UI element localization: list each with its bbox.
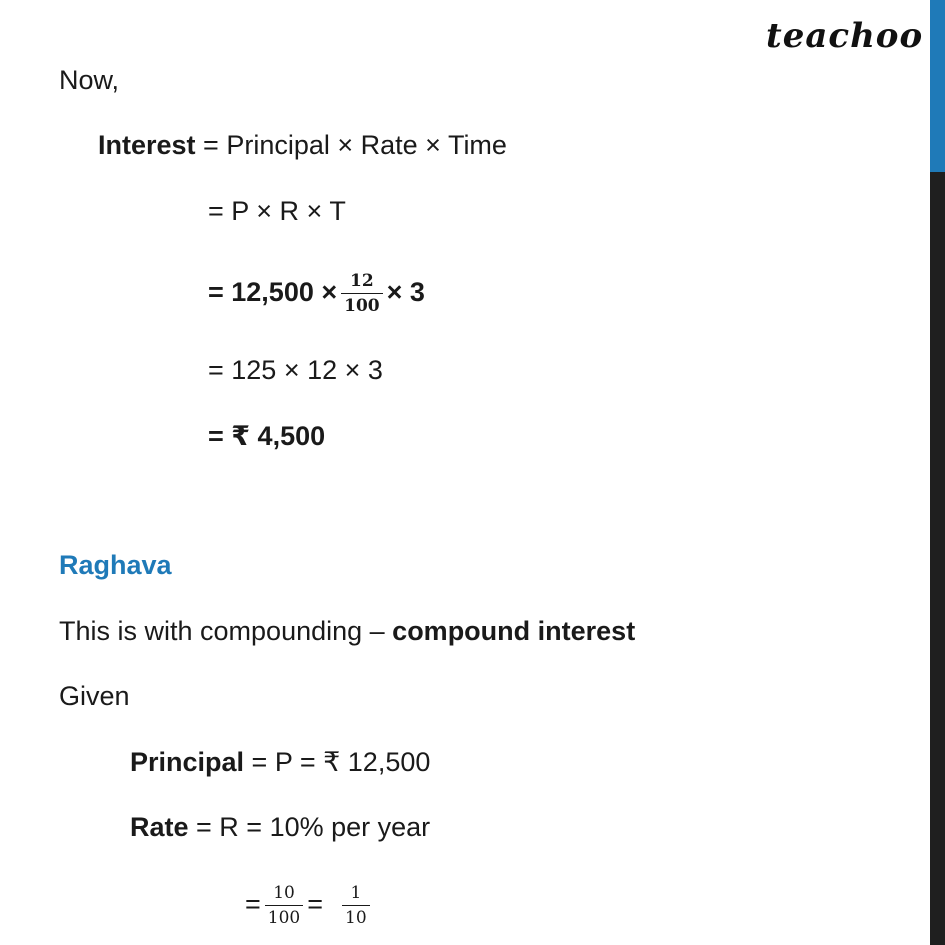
raghava-description-text: This is with compounding – bbox=[59, 616, 393, 646]
interest-label: Interest bbox=[98, 130, 196, 160]
rate-fraction-denominator: 100 bbox=[344, 296, 380, 317]
substitution-prefix: = 12,500 × bbox=[208, 277, 338, 307]
rate-fraction-2-denominator: 10 bbox=[345, 908, 367, 929]
substitution-suffix: × 3 bbox=[386, 277, 425, 307]
rate-fraction-line bbox=[245, 880, 374, 928]
raghava-heading: Raghava bbox=[59, 550, 172, 580]
rate-fraction-ten-hundred bbox=[265, 883, 303, 928]
principal-label: Principal bbox=[130, 747, 245, 777]
given-label: Given bbox=[59, 681, 130, 711]
teachoo-logo: teachoo bbox=[766, 16, 924, 56]
rate-equals-1: = bbox=[245, 889, 261, 919]
interest-simplified-line: = 125 × 12 × 3 bbox=[208, 355, 383, 385]
rate-label: Rate bbox=[130, 812, 189, 842]
rate-fraction-numerator: 12 bbox=[341, 271, 383, 294]
rate-fraction-one-ten bbox=[342, 883, 370, 928]
interest-formula-line bbox=[98, 128, 507, 162]
interest-result-line: = ₹ 4,500 bbox=[208, 421, 326, 451]
rate-fraction-2-numerator: 1 bbox=[342, 883, 370, 906]
rate-equals-2: = bbox=[307, 889, 324, 919]
scrollbar-thumb[interactable] bbox=[930, 0, 945, 172]
rate-fraction-1-numerator: 10 bbox=[265, 883, 303, 906]
rate-line bbox=[130, 810, 430, 844]
raghava-description bbox=[59, 614, 635, 648]
rate-fraction-1-denominator: 100 bbox=[267, 908, 301, 929]
interest-formula-text: = Principal × Rate × Time bbox=[195, 130, 507, 160]
rate-value: = R = 10% per year bbox=[188, 812, 431, 842]
interest-substitution-line bbox=[208, 270, 425, 316]
principal-line bbox=[130, 745, 430, 779]
compound-interest-term: compound interest bbox=[392, 616, 636, 646]
interest-symbols-line: = P × R × T bbox=[208, 196, 346, 226]
intro-text: Now, bbox=[59, 65, 120, 95]
rate-fraction bbox=[341, 271, 383, 316]
principal-value: = P = ₹ 12,500 bbox=[244, 747, 431, 777]
